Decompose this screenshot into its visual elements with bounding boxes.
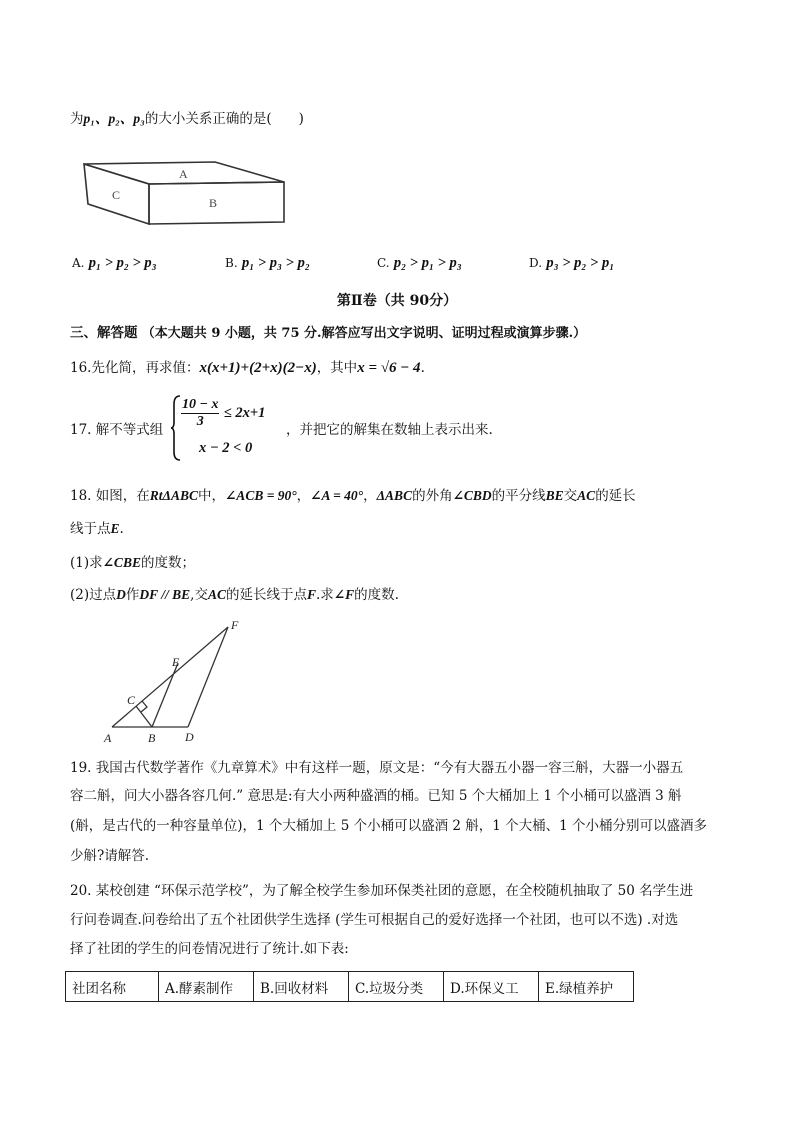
- section3-header: 三、解答题 （本大题共 9 小题，共 75 分.解答应写出文字说明、证明过程或演算步骤.）: [70, 325, 587, 341]
- q19-line3: (斛，是古代的一种容量单位)，1 个大桶加上 5 个小桶可以盛酒 2 斛，1 个大桶、1 个小桶分别可以盛酒多: [70, 818, 708, 834]
- table-row: [66, 972, 634, 1002]
- q19-line2: 容二斛，问大小器各容几何.” 意思是:有大小两种盛酒的桶。已知 5 个大桶加上 1 个小桶可以盛酒 3 斛: [70, 788, 682, 804]
- table-cell: B.回收材料: [254, 972, 349, 1002]
- q20-line3: 择了社团的学生的问卷情况进行了统计.如下表:: [70, 941, 349, 957]
- face-front-label: B: [209, 196, 218, 210]
- q17-ineq2: x − 2 < 0: [199, 440, 253, 456]
- q17-ineq1: $\frac{10 - x}{3}$ ≤ 2x+1: [182, 397, 266, 429]
- q18-sub2: (2)过点D作DF // BE,交AC的延长线于点F.求∠F的度数.: [70, 587, 399, 603]
- q18-sub1: (1)求∠CBE的度数；: [70, 555, 195, 571]
- face-top-label: A: [179, 167, 188, 181]
- q19-line4: 少斛?请解答.: [70, 848, 150, 864]
- q18-line1: 18. 如图，在RtΔABC中，∠ACB = 90°，∠A = 40°，ΔABC的外角∠CBD的平分线BE交AC的延长: [70, 488, 636, 504]
- table-cell: 社团名称: [66, 972, 159, 1002]
- q18-triangle-figure: [98, 613, 258, 748]
- point-d-label: D: [185, 730, 194, 744]
- point-c-label: C: [127, 693, 136, 707]
- q20-line2: 行问卷调查.问卷给出了五个社团供学生选择 (学生可根据自己的爱好选择一个社团，也可以不选) .对选: [70, 912, 679, 928]
- table-cell: A.酵素制作: [159, 972, 254, 1002]
- q15-stem-vars: p₁、p₂、p₃: [83, 111, 145, 126]
- q17-prefix: 17. 解不等式组: [70, 422, 164, 438]
- point-e-label: E: [172, 655, 180, 669]
- q15-option-c: C. p₂ > p₁ > p₃: [377, 255, 462, 271]
- q20-club-table: [65, 971, 634, 1002]
- q15-option-a: A. p₁ > p₂ > p₃: [72, 255, 157, 271]
- q15-stem: 为p₁、p₂、p₃的大小关系正确的是( ): [70, 111, 304, 127]
- face-side-label: C: [112, 188, 121, 202]
- table-cell: D.环保义工: [444, 972, 539, 1002]
- part2-title: 第Ⅱ卷（共 90分）: [336, 293, 458, 309]
- q15-option-d: D. p₃ > p₂ > p₁: [529, 255, 615, 271]
- point-b-label: B: [148, 731, 156, 745]
- q15-option-b: B. p₁ > p₃ > p₂: [225, 255, 310, 271]
- table-cell: C.垃圾分类: [349, 972, 444, 1002]
- q17-suffix: ，并把它的解集在数轴上表示出来.: [286, 422, 493, 438]
- q20-line1: 20. 某校创建 “环保示范学校”，为了解全校学生参加环保类社团的意愿，在全校随机抽取了 50 名学生进: [70, 883, 694, 899]
- q18-line2: 线于点E.: [70, 521, 124, 537]
- q15-box-figure: [80, 158, 292, 230]
- point-a-label: A: [104, 731, 112, 745]
- point-f-label: F: [231, 618, 239, 632]
- q19-line1: 19. 我国古代数学著作《九章算术》中有这样一题，原文是：“今有大器五小器一容三斛，大器一小器五: [70, 760, 684, 776]
- table-cell: E.绿植养护: [539, 972, 634, 1002]
- q16: 16.先化简，再求值：x(x+1)+(2+x)(2−x)，其中x = √6 − 4.: [70, 360, 425, 376]
